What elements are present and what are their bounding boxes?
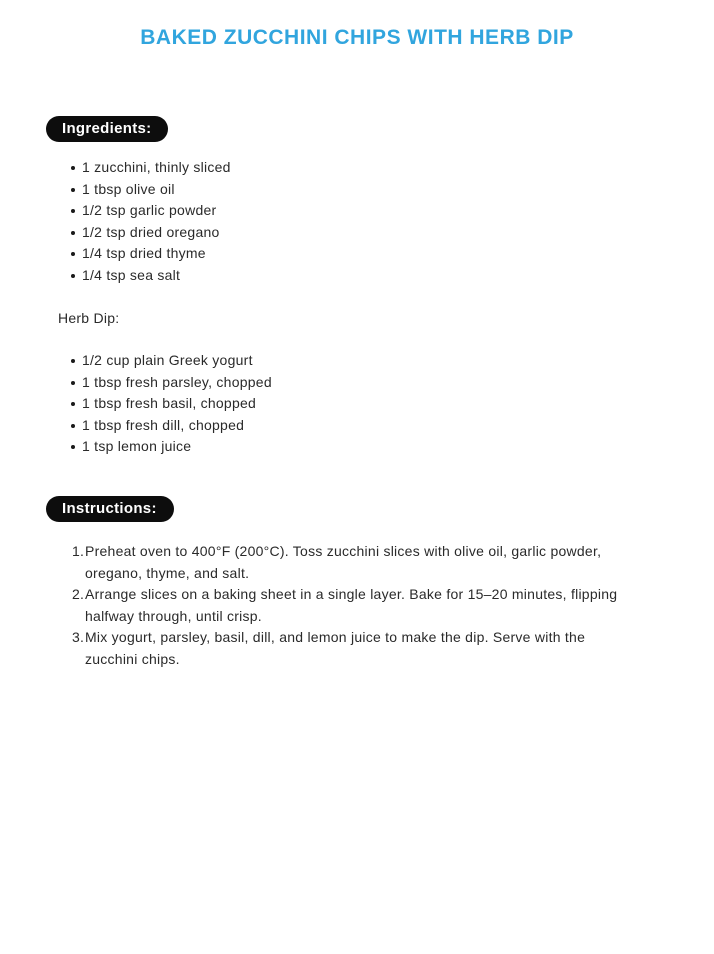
ingredient-item: 1 tbsp olive oil bbox=[70, 179, 231, 201]
instruction-step bbox=[72, 584, 628, 627]
instruction-step bbox=[72, 627, 628, 670]
page-title: BAKED ZUCCHINI CHIPS WITH HERB DIP bbox=[140, 26, 574, 49]
instructions-list bbox=[72, 541, 628, 670]
ingredient-item: 1 zucchini, thinly sliced bbox=[70, 157, 231, 179]
herb-dip-ingredient-item: 1 tsp lemon juice bbox=[70, 436, 272, 458]
ingredients-heading: Ingredients: bbox=[46, 116, 168, 142]
herb-dip-subheading: Herb Dip: bbox=[58, 310, 120, 326]
step-text: Mix yogurt, parsley, basil, dill, and lemon juice to make the dip. Serve with the zucchini chips. bbox=[85, 629, 586, 667]
instruction-step bbox=[72, 541, 628, 584]
step-number: 3. bbox=[72, 629, 85, 645]
step-number: 2. bbox=[72, 586, 85, 602]
ingredient-item: 1/4 tsp sea salt bbox=[70, 265, 231, 287]
ingredient-item: 1/4 tsp dried thyme bbox=[70, 243, 231, 265]
step-text: Preheat oven to 400°F (200°C). Toss zucchini slices with olive oil, garlic powder, oregano, thyme, and salt. bbox=[85, 543, 602, 581]
herb-dip-ingredient-item: 1 tbsp fresh basil, chopped bbox=[70, 393, 272, 415]
herb-dip-ingredient-item: 1 tbsp fresh dill, chopped bbox=[70, 415, 272, 437]
herb-dip-ingredients-list bbox=[70, 350, 272, 458]
herb-dip-ingredient-item: 1 tbsp fresh parsley, chopped bbox=[70, 372, 272, 394]
step-text: Arrange slices on a baking sheet in a single layer. Bake for 15–20 minutes, flipping halfway through, until crisp. bbox=[85, 586, 618, 624]
ingredient-item: 1/2 tsp dried oregano bbox=[70, 222, 231, 244]
ingredient-item: 1/2 tsp garlic powder bbox=[70, 200, 231, 222]
instructions-heading: Instructions: bbox=[46, 496, 174, 522]
herb-dip-ingredient-item: 1/2 cup plain Greek yogurt bbox=[70, 350, 272, 372]
step-number: 1. bbox=[72, 543, 85, 559]
ingredients-list bbox=[70, 157, 231, 286]
